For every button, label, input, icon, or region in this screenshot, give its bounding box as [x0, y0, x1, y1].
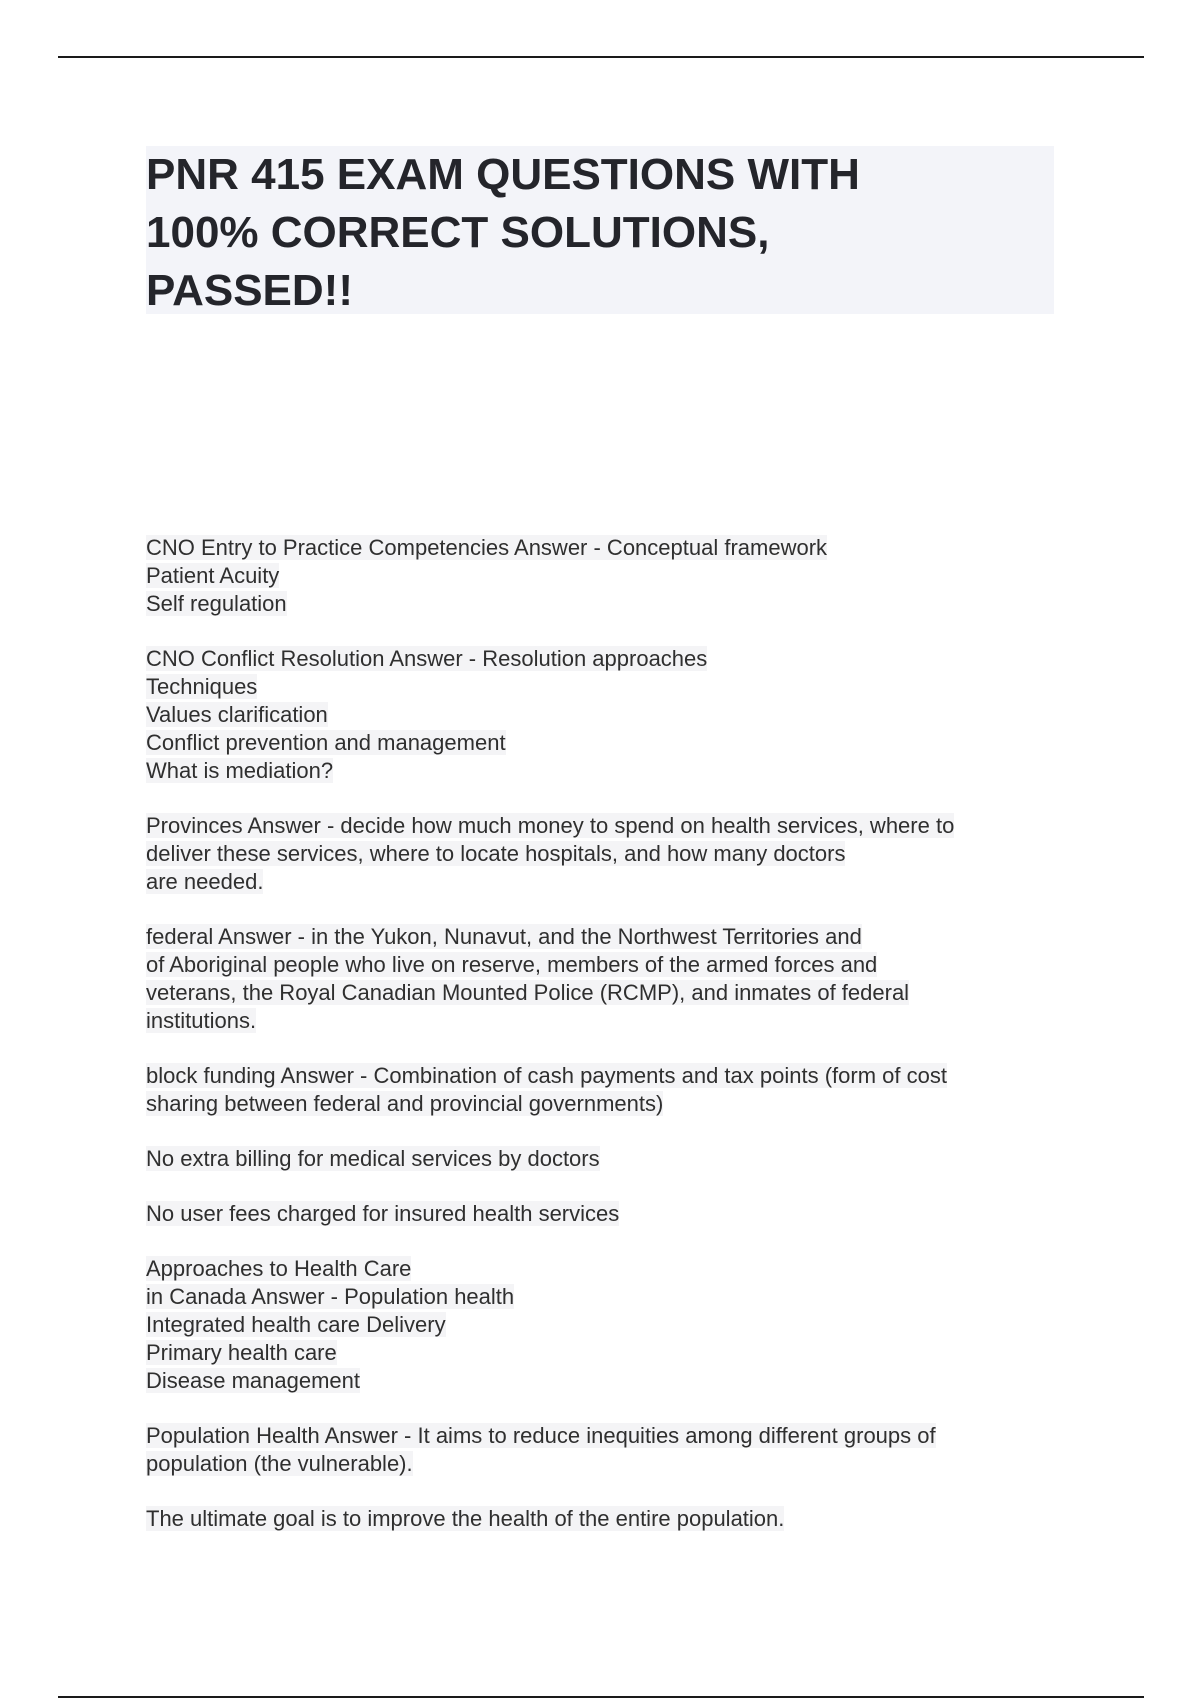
- text-line: No extra billing for medical services by doctors: [146, 1146, 600, 1171]
- header-rule: [58, 56, 1144, 58]
- qa-entry: [146, 1422, 1066, 1478]
- text-line: Integrated health care Delivery: [146, 1312, 446, 1337]
- qa-entry: [146, 1255, 1066, 1395]
- text-line: veterans, the Royal Canadian Mounted Police (RCMP), and inmates of federal: [146, 980, 910, 1005]
- text-line: of Aboriginal people who live on reserve, members of the armed forces and: [146, 952, 878, 977]
- text-line: sharing between federal and provincial governments): [146, 1091, 664, 1116]
- qa-entry: [146, 1062, 1066, 1118]
- text-line: CNO Entry to Practice Competencies Answer - Conceptual framework: [146, 535, 828, 560]
- text-line: Self regulation: [146, 591, 287, 616]
- text-line: Values clarification: [146, 702, 328, 727]
- qa-entry: [146, 645, 1066, 785]
- text-line: are needed.: [146, 869, 264, 894]
- text-line: No user fees charged for insured health services: [146, 1201, 620, 1226]
- qa-list: [146, 534, 1066, 1560]
- text-line: deliver these services, where to locate hospitals, and how many doctors: [146, 841, 846, 866]
- text-line: Primary health care: [146, 1340, 337, 1365]
- title-line: PNR 415 EXAM QUESTIONS WITH: [146, 150, 860, 199]
- qa-entry: [146, 1200, 1066, 1228]
- text-line: Approaches to Health Care: [146, 1256, 412, 1281]
- text-line: Population Health Answer - It aims to reduce inequities among different groups of: [146, 1423, 936, 1448]
- text-line: The ultimate goal is to improve the health of the entire population.: [146, 1506, 785, 1531]
- title-block: [146, 146, 1054, 314]
- qa-entry: [146, 812, 1066, 896]
- document-title: [146, 146, 1054, 320]
- title-line: 100% CORRECT SOLUTIONS,: [146, 208, 770, 257]
- text-line: Patient Acuity: [146, 563, 280, 588]
- text-line: Provinces Answer - decide how much money to spend on health services, where to: [146, 813, 955, 838]
- text-line: in Canada Answer - Population health: [146, 1284, 515, 1309]
- text-line: institutions.: [146, 1008, 257, 1033]
- title-line: PASSED!!: [146, 266, 353, 315]
- text-line: What is mediation?: [146, 758, 334, 783]
- text-line: population (the vulnerable).: [146, 1451, 413, 1476]
- qa-entry: [146, 1505, 1066, 1533]
- qa-entry: [146, 923, 1066, 1035]
- text-line: Techniques: [146, 674, 258, 699]
- qa-entry: [146, 534, 1066, 618]
- text-line: Conflict prevention and management: [146, 730, 506, 755]
- qa-entry: [146, 1145, 1066, 1173]
- text-line: CNO Conflict Resolution Answer - Resolution approaches: [146, 646, 708, 671]
- text-line: Disease management: [146, 1368, 361, 1393]
- footer-rule: [58, 1696, 1144, 1698]
- text-line: federal Answer - in the Yukon, Nunavut, and the Northwest Territories and: [146, 924, 862, 949]
- text-line: block funding Answer - Combination of cash payments and tax points (form of cost: [146, 1063, 947, 1088]
